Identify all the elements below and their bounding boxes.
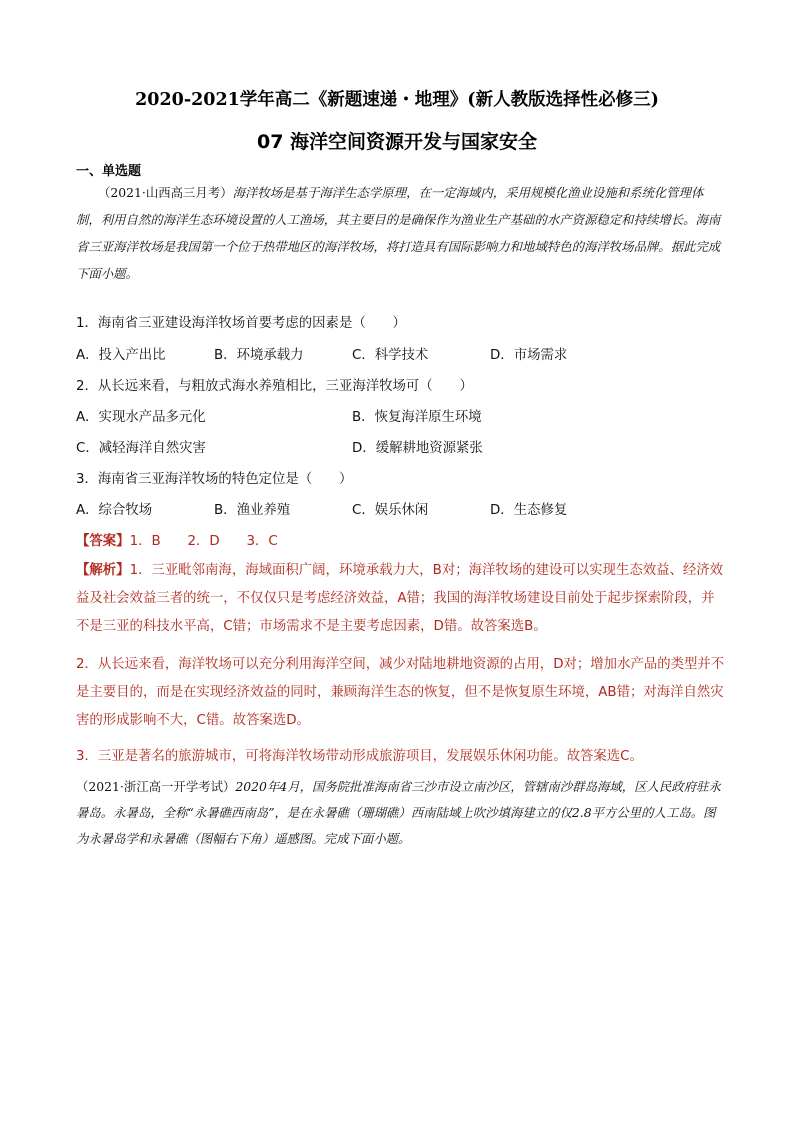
- question-2-option-c[interactable]: C．减轻海洋自然灾害: [76, 441, 206, 456]
- passage-2: [76, 774, 726, 852]
- passage-2-source: （2021·浙江高一开学考试）: [76, 779, 236, 794]
- answer-text: 1．B 2．D 3．C: [129, 534, 278, 549]
- section-label: 一、单选题: [76, 164, 142, 179]
- explanation-text-1: 1．三亚毗邻南海，海域面积广阔，环境承载力大，B对；海洋牧场的建设可以实现生态效益、经济效益及社会效益三者的统一，不仅仅只是考虑经济效益，A错；我国的海洋牧场建设目前处于起步探索阶段，并不是三亚的科技水平高，C错；市场需求不是主要考虑因素，D错。故答案选B。: [76, 563, 724, 634]
- question-1-option-d[interactable]: D．市场需求: [490, 348, 568, 363]
- question-2-option-b[interactable]: B．恢复海洋原生环境: [352, 410, 482, 425]
- passage-2-text: 2020年4月，国务院批准海南省三沙市设立南沙区，管辖南沙群岛海域，区人民政府驻永暑岛。永暑岛，全称“永暑礁西南岛”，是在永暑礁（珊瑚礁）西南陆域上吹沙填海建立的仅2.8平方公里的人工岛。图为永暑岛学和永暑礁（图幅右下角）遥感图。完成下面小题。: [76, 779, 721, 846]
- answer-label: 【答案】: [76, 534, 130, 549]
- explanation-item-1: [76, 557, 726, 641]
- answer-line: [76, 530, 278, 549]
- question-2-stem: 2．从长远来看，与粗放式海水养殖相比，三亚海洋牧场可（ ）: [76, 379, 473, 394]
- explanation-item-3: 3．三亚是著名的旅游城市，可将海洋牧场带动形成旅游项目，发展娱乐休闲功能。故答案选C。: [76, 749, 643, 764]
- question-2-option-a[interactable]: A．实现水产品多元化: [76, 410, 206, 425]
- question-1-stem: 1．海南省三亚建设海洋牧场首要考虑的因素是（ ）: [76, 316, 406, 331]
- question-1-option-b[interactable]: B．环境承载力: [214, 348, 304, 363]
- passage-1-text: 海洋牧场是基于海洋生态学原理，在一定海域内，采用规模化渔业设施和系统化管理体制，利用自然的海洋生态环境设置的人工渔场，其主要目的是确保作为渔业生产基础的水产资源稳定和持续增长。海南省三亚海洋牧场是我国第一个位于热带地区的海洋牧场，将打造具有国际影响力和地域特色的海洋牧场品牌。据此完成下面小题。: [76, 185, 721, 281]
- question-3-stem: 3．海南省三亚海洋牧场的特色定位是（ ）: [76, 472, 353, 487]
- question-3-option-b[interactable]: B．渔业养殖: [214, 503, 291, 518]
- question-3-option-c[interactable]: C．娱乐休闲: [352, 503, 429, 518]
- question-2-option-d[interactable]: D．缓解耕地资源紧张: [352, 441, 483, 456]
- question-3-option-a[interactable]: A．综合牧场: [76, 503, 153, 518]
- question-1-option-c[interactable]: C．科学技术: [352, 348, 429, 363]
- question-1-option-a[interactable]: A．投入产出比: [76, 348, 166, 363]
- explanation-label: 【解析】: [76, 563, 130, 578]
- explanation-item-2: 2．从长远来看，海洋牧场可以充分利用海洋空间，减少对陆地耕地资源的占用，D对；增加水产品的类型并不是主要目的，而是在实现经济效益的同时，兼顾海洋生态的恢复，但不是恢复原生环境，AB错；对海洋自然灾害的形成影响不大，C错。故答案选D。: [76, 657, 725, 728]
- document-title: 2020-2021学年高二《新题速递・地理》(新人教版选择性必修三): [135, 90, 659, 110]
- question-3-option-d[interactable]: D．生态修复: [490, 503, 568, 518]
- chapter-title: 07 海洋空间资源开发与国家安全: [256, 131, 538, 153]
- passage-1-source: （2021·山西高三月考）: [98, 185, 233, 200]
- passage-1: [76, 179, 726, 287]
